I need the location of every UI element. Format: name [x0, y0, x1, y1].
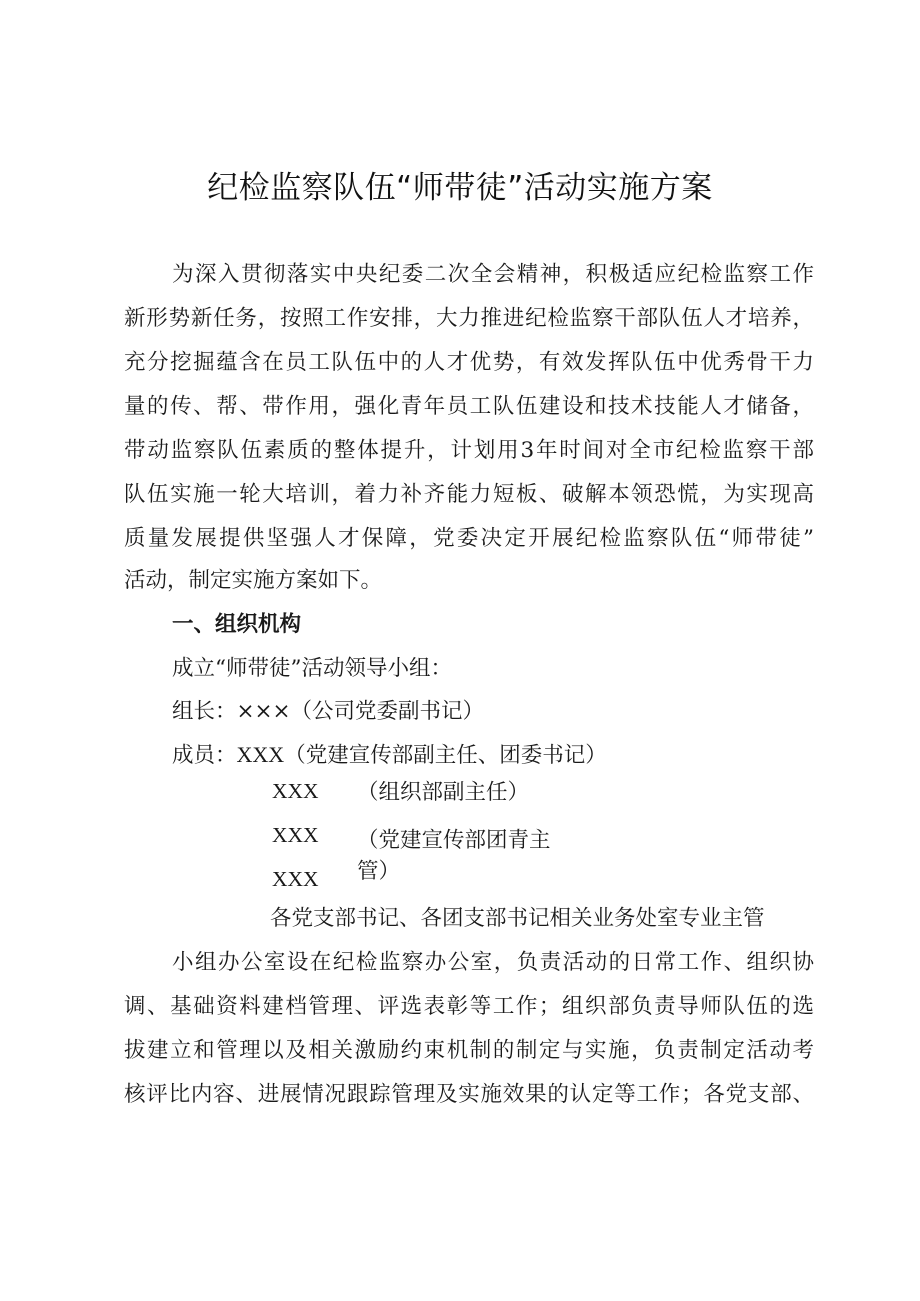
office-line-3: 拔建立和管理以及相关激励约束机制的制定与实施，负责制定活动考	[124, 1038, 814, 1063]
intro-line-7: 质量发展提供坚强人才保障，党委决定开展纪检监察队伍“师带徒”	[124, 526, 814, 551]
member-role: （组织部副主任）	[357, 780, 530, 805]
member-name: XXX	[236, 742, 285, 767]
office-line-2: 调、基础资料建档管理、评选表彰等工作；组织部负责导师队伍的选	[124, 994, 814, 1019]
member-name: XXX	[272, 867, 319, 891]
member-name: XXX	[272, 779, 319, 803]
member-role-continued: 管）	[357, 859, 401, 884]
office-line-4: 核评比内容、进展情况跟踪管理及实施效果的认定等工作；各党支部、	[124, 1082, 814, 1107]
member-role: （党建宣传部团青主	[357, 828, 551, 853]
member-name: XXX	[272, 823, 319, 847]
members-row-1	[172, 740, 607, 771]
document-title: 纪检监察队伍“师带徒”活动实施方案	[207, 170, 713, 206]
section-heading: 一、组织机构	[172, 612, 302, 637]
group-leader: 组长：×××（公司党委副书记）	[172, 699, 485, 724]
intro-line-5: 带动监察队伍素质的整体提升，计划用3年时间对全市纪检监察干部	[124, 438, 814, 463]
intro-line-8: 活动，制定实施方案如下。	[124, 568, 383, 593]
intro-line-6: 队伍实施一轮大培训，着力补齐能力短板、破解本领恐慌，为实现高	[124, 482, 814, 507]
members-label: 成员：	[172, 743, 237, 768]
intro-line-2: 新形势新任务，按照工作安排，大力推进纪检监察干部队伍人才培养，	[124, 306, 814, 331]
member-extra: 各党支部书记、各团支部书记相关业务处室专业主管	[270, 906, 765, 931]
intro-line-1: 为深入贯彻落实中央纪委二次全会精神，积极适应纪检监察工作	[172, 262, 814, 287]
intro-line-3: 充分挖掘蕴含在员工队伍中的人才优势，有效发挥队伍中优秀骨干力	[124, 350, 814, 375]
member-role: （党建宣传部副主任、团委书记）	[284, 743, 607, 768]
intro-line-4: 量的传、帮、带作用，强化青年员工队伍建设和技术技能人才储备，	[124, 394, 814, 419]
office-line-1: 小组办公室设在纪检监察办公室，负责活动的日常工作、组织协	[172, 950, 814, 975]
group-lead: 成立“师带徒”活动领导小组：	[172, 656, 452, 681]
